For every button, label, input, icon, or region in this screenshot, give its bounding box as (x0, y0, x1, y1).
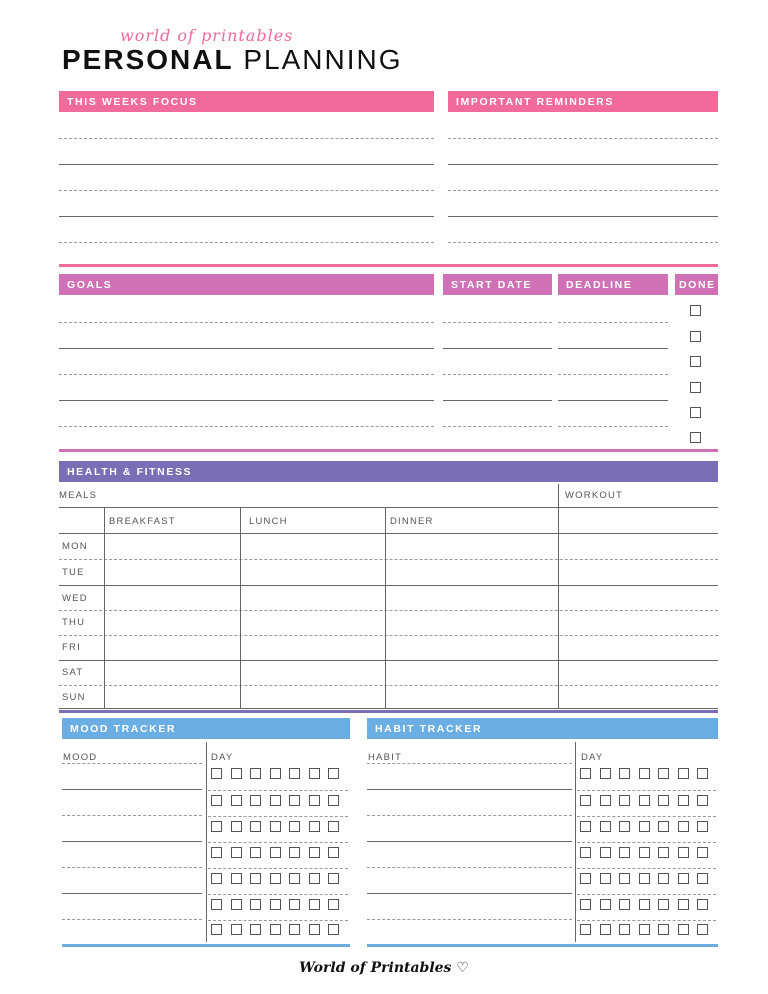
start-date-line[interactable] (443, 348, 552, 349)
mood-day-checkbox[interactable] (289, 821, 300, 832)
mood-day-checkbox[interactable] (211, 821, 222, 832)
focus-write-line[interactable] (59, 138, 434, 139)
start-date-line[interactable] (443, 400, 552, 401)
done-checkbox[interactable] (690, 382, 701, 393)
habit-day-checkbox[interactable] (600, 873, 611, 884)
meals-day-divider (104, 507, 105, 708)
habit-day-label: DAY (581, 752, 604, 763)
habit-day-checkbox[interactable] (600, 821, 611, 832)
habit-day-checkbox[interactable] (580, 899, 591, 910)
mood-day-checkbox[interactable] (250, 768, 261, 779)
meals-dinner-divider (385, 507, 386, 708)
habit-day-divider (575, 742, 576, 942)
mood-day-checkbox[interactable] (211, 768, 222, 779)
day-label-thu: THU (62, 617, 86, 628)
mood-day-checkbox[interactable] (309, 821, 320, 832)
mood-day-checkbox[interactable] (231, 924, 242, 935)
mood-day-label: DAY (211, 752, 234, 763)
mood-day-line (208, 790, 348, 791)
reminder-write-line[interactable] (448, 138, 718, 139)
mood-day-checkbox[interactable] (328, 924, 339, 935)
mood-day-checkbox[interactable] (328, 768, 339, 779)
done-checkbox[interactable] (690, 407, 701, 418)
habit-day-checkbox[interactable] (580, 795, 591, 806)
habit-day-checkbox[interactable] (639, 847, 650, 858)
done-checkbox[interactable] (690, 356, 701, 367)
mood-day-checkbox[interactable] (270, 795, 281, 806)
habit-day-checkbox[interactable] (658, 899, 669, 910)
columns-header-line (59, 533, 718, 534)
mood-day-checkbox[interactable] (328, 847, 339, 858)
done-checkbox[interactable] (690, 432, 701, 443)
habit-day-checkbox[interactable] (580, 847, 591, 858)
goal-write-line[interactable] (59, 400, 434, 401)
goal-write-line[interactable] (59, 322, 434, 323)
habit-day-checkbox[interactable] (600, 899, 611, 910)
habit-write-line[interactable] (367, 815, 572, 816)
mood-day-checkbox[interactable] (231, 821, 242, 832)
habit-day-checkbox[interactable] (600, 924, 611, 935)
habit-day-checkbox[interactable] (639, 795, 650, 806)
mood-write-line[interactable] (62, 893, 202, 894)
focus-write-line[interactable] (59, 216, 434, 217)
health-row-line (59, 635, 718, 636)
mood-day-checkbox[interactable] (309, 847, 320, 858)
mood-write-line[interactable] (62, 815, 202, 816)
mood-day-line (208, 920, 348, 921)
habit-write-line[interactable] (367, 893, 572, 894)
focus-write-line[interactable] (59, 164, 434, 165)
meals-lunch-divider (240, 507, 241, 708)
health-row-line (59, 585, 718, 586)
habit-day-checkbox[interactable] (658, 873, 669, 884)
habit-day-checkbox[interactable] (600, 768, 611, 779)
mood-day-checkbox[interactable] (231, 873, 242, 884)
mood-day-checkbox[interactable] (231, 847, 242, 858)
habit-day-checkbox[interactable] (658, 768, 669, 779)
mood-day-checkbox[interactable] (309, 795, 320, 806)
mood-day-checkbox[interactable] (289, 924, 300, 935)
day-label-mon: MON (62, 541, 88, 552)
habit-write-line[interactable] (367, 919, 572, 920)
page-title-light: PLANNING (243, 44, 403, 75)
habit-tracker-header: HABIT TRACKER (367, 718, 718, 739)
habit-write-line[interactable] (367, 789, 572, 790)
habit-day-checkbox[interactable] (678, 924, 689, 935)
mood-day-checkbox[interactable] (289, 847, 300, 858)
habit-day-checkbox[interactable] (580, 821, 591, 832)
start-date-header: START DATE (443, 274, 552, 295)
habit-day-checkbox[interactable] (600, 847, 611, 858)
mood-day-line (208, 868, 348, 869)
deadline-line[interactable] (558, 322, 668, 323)
page-title-bold: PERSONAL (62, 44, 234, 75)
habit-day-line (577, 894, 716, 895)
mood-day-checkbox[interactable] (328, 899, 339, 910)
focus-header: THIS WEEKS FOCUS (59, 91, 434, 112)
mood-day-checkbox[interactable] (250, 847, 261, 858)
mood-day-checkbox[interactable] (309, 873, 320, 884)
breakfast-col-label: BREAKFAST (109, 516, 176, 527)
mood-section-divider (62, 944, 350, 947)
habit-day-checkbox[interactable] (619, 768, 630, 779)
deadline-header: DEADLINE (558, 274, 668, 295)
habit-day-checkbox[interactable] (619, 847, 630, 858)
goals-section-divider (59, 449, 718, 452)
health-row-line (59, 685, 718, 686)
mood-day-checkbox[interactable] (250, 821, 261, 832)
meals-header-line (59, 507, 718, 508)
health-row-line (59, 559, 718, 560)
mood-day-checkbox[interactable] (231, 899, 242, 910)
mood-day-checkbox[interactable] (328, 795, 339, 806)
mood-tracker-header: MOOD TRACKER (62, 718, 350, 739)
mood-day-checkbox[interactable] (328, 873, 339, 884)
mood-day-checkbox[interactable] (289, 768, 300, 779)
habit-day-checkbox[interactable] (580, 924, 591, 935)
habit-write-line[interactable] (367, 867, 572, 868)
meals-label: MEALS (59, 490, 98, 501)
mood-day-checkbox[interactable] (270, 847, 281, 858)
habit-day-checkbox[interactable] (697, 768, 708, 779)
day-label-wed: WED (62, 593, 88, 604)
mood-day-line (208, 842, 348, 843)
deadline-line[interactable] (558, 400, 668, 401)
mood-write-line[interactable] (62, 841, 202, 842)
mood-day-checkbox[interactable] (289, 795, 300, 806)
day-label-sun: SUN (62, 692, 86, 703)
footer-logo (0, 960, 768, 976)
habit-day-checkbox[interactable] (658, 821, 669, 832)
habit-day-checkbox[interactable] (658, 795, 669, 806)
habit-day-checkbox[interactable] (678, 795, 689, 806)
habit-day-checkbox[interactable] (658, 847, 669, 858)
mood-day-checkbox[interactable] (328, 821, 339, 832)
habit-day-line (577, 920, 716, 921)
mood-write-line[interactable] (62, 919, 202, 920)
habit-day-checkbox[interactable] (619, 795, 630, 806)
goals-header: GOALS (59, 274, 434, 295)
reminder-write-line[interactable] (448, 164, 718, 165)
mood-day-checkbox[interactable] (309, 899, 320, 910)
mood-day-divider (206, 742, 207, 942)
habit-day-checkbox[interactable] (619, 899, 630, 910)
mood-day-checkbox[interactable] (211, 795, 222, 806)
mood-day-checkbox[interactable] (250, 795, 261, 806)
footer-brand: World of Printables (299, 960, 452, 976)
mood-day-checkbox[interactable] (211, 873, 222, 884)
mood-day-checkbox[interactable] (270, 873, 281, 884)
mood-day-checkbox[interactable] (250, 873, 261, 884)
habit-day-checkbox[interactable] (678, 768, 689, 779)
habit-day-checkbox[interactable] (697, 821, 708, 832)
brand-script-logo: world of printables (120, 26, 294, 45)
mood-day-checkbox[interactable] (231, 768, 242, 779)
mood-write-line[interactable] (62, 789, 202, 790)
habit-day-checkbox[interactable] (678, 873, 689, 884)
habit-day-checkbox[interactable] (678, 847, 689, 858)
habit-day-checkbox[interactable] (619, 873, 630, 884)
mood-day-checkbox[interactable] (211, 847, 222, 858)
mood-write-line[interactable] (62, 867, 202, 868)
mood-day-checkbox[interactable] (309, 924, 320, 935)
reminder-write-line[interactable] (448, 216, 718, 217)
habit-day-checkbox[interactable] (619, 924, 630, 935)
habit-day-checkbox[interactable] (678, 899, 689, 910)
health-row-line (59, 708, 718, 709)
mood-day-checkbox[interactable] (250, 924, 261, 935)
goal-write-line[interactable] (59, 374, 434, 375)
habit-day-checkbox[interactable] (697, 847, 708, 858)
habit-day-line (577, 816, 716, 817)
habit-day-checkbox[interactable] (619, 821, 630, 832)
mood-day-checkbox[interactable] (289, 899, 300, 910)
focus-section-divider (59, 264, 718, 267)
habit-day-checkbox[interactable] (639, 924, 650, 935)
health-row-line (59, 660, 718, 661)
habit-day-checkbox[interactable] (639, 899, 650, 910)
habit-day-checkbox[interactable] (639, 768, 650, 779)
workout-label: WORKOUT (565, 490, 624, 501)
mood-day-line (208, 816, 348, 817)
day-label-sat: SAT (62, 667, 84, 678)
start-date-line[interactable] (443, 374, 552, 375)
heart-icon: ♡ (456, 960, 469, 976)
habit-label: HABIT (368, 752, 402, 763)
mood-day-checkbox[interactable] (270, 821, 281, 832)
deadline-line[interactable] (558, 374, 668, 375)
habit-write-line[interactable] (367, 841, 572, 842)
habit-day-checkbox[interactable] (658, 924, 669, 935)
day-label-tue: TUE (62, 567, 85, 578)
mood-day-checkbox[interactable] (250, 899, 261, 910)
mood-day-checkbox[interactable] (270, 899, 281, 910)
goal-write-line[interactable] (59, 348, 434, 349)
mood-day-checkbox[interactable] (211, 924, 222, 935)
day-label-fri: FRI (62, 642, 81, 653)
done-checkbox[interactable] (690, 305, 701, 316)
focus-write-line[interactable] (59, 190, 434, 191)
habit-day-line (577, 868, 716, 869)
habit-day-checkbox[interactable] (580, 768, 591, 779)
habit-day-line (577, 842, 716, 843)
done-checkbox[interactable] (690, 331, 701, 342)
habit-write-line[interactable] (367, 763, 572, 764)
mood-day-checkbox[interactable] (309, 768, 320, 779)
mood-day-checkbox[interactable] (231, 795, 242, 806)
habit-day-checkbox[interactable] (678, 821, 689, 832)
lunch-col-label: LUNCH (249, 516, 288, 527)
reminders-header: IMPORTANT REMINDERS (448, 91, 718, 112)
habit-day-checkbox[interactable] (639, 873, 650, 884)
habit-day-checkbox[interactable] (697, 795, 708, 806)
habit-day-checkbox[interactable] (697, 873, 708, 884)
reminder-write-line[interactable] (448, 242, 718, 243)
mood-day-checkbox[interactable] (211, 899, 222, 910)
page-title (62, 44, 403, 76)
mood-day-checkbox[interactable] (270, 768, 281, 779)
mood-write-line[interactable] (62, 763, 202, 764)
habit-section-divider (367, 944, 718, 947)
habit-day-checkbox[interactable] (697, 924, 708, 935)
mood-label: MOOD (63, 752, 98, 763)
reminder-write-line[interactable] (448, 190, 718, 191)
deadline-line[interactable] (558, 348, 668, 349)
workout-divider (558, 484, 559, 708)
start-date-line[interactable] (443, 322, 552, 323)
health-row-line (59, 610, 718, 611)
deadline-line[interactable] (558, 426, 668, 427)
start-date-line[interactable] (443, 426, 552, 427)
mood-day-line (208, 894, 348, 895)
mood-day-checkbox[interactable] (289, 873, 300, 884)
goal-write-line[interactable] (59, 426, 434, 427)
health-header: HEALTH & FITNESS (59, 461, 718, 482)
dinner-col-label: DINNER (390, 516, 434, 527)
done-header: DONE (675, 274, 718, 295)
focus-write-line[interactable] (59, 242, 434, 243)
habit-day-checkbox[interactable] (600, 795, 611, 806)
habit-day-line (577, 790, 716, 791)
habit-day-checkbox[interactable] (697, 899, 708, 910)
health-section-divider (59, 710, 718, 713)
habit-day-checkbox[interactable] (580, 873, 591, 884)
mood-day-checkbox[interactable] (270, 924, 281, 935)
habit-day-checkbox[interactable] (639, 821, 650, 832)
